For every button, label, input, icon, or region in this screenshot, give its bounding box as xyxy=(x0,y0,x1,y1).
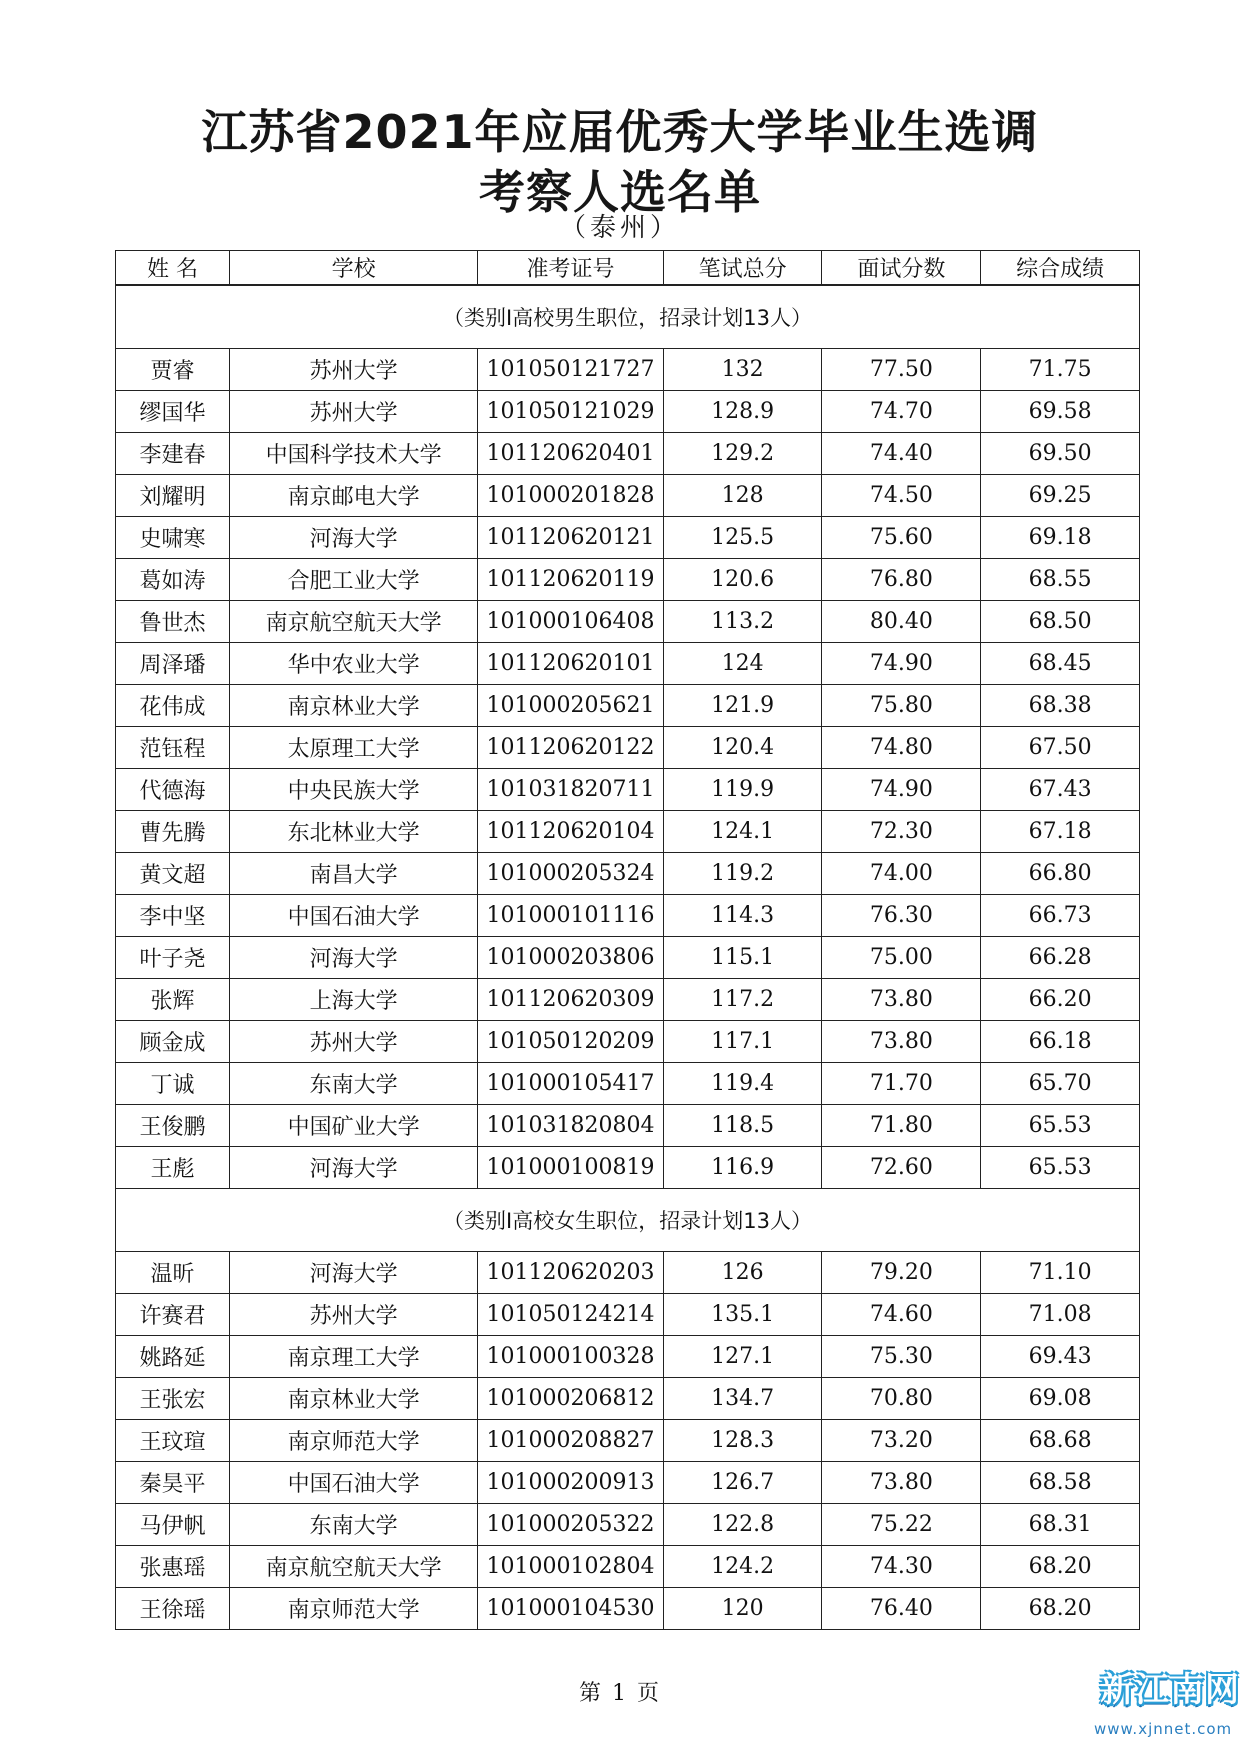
cell-written-score: 121.9 xyxy=(663,685,822,727)
cell-interview-score: 76.80 xyxy=(822,559,981,601)
cell-total-score: 71.10 xyxy=(981,1252,1140,1294)
cell-total-score: 67.50 xyxy=(981,727,1140,769)
cell-total-score: 68.50 xyxy=(981,601,1140,643)
table-row xyxy=(116,1294,1140,1336)
cell-school: 东北林业大学 xyxy=(230,811,478,853)
cell-interview-score: 76.30 xyxy=(822,895,981,937)
cell-school: 南京航空航天大学 xyxy=(230,1546,478,1588)
table-row xyxy=(116,643,1140,685)
cell-name: 花伟成 xyxy=(116,685,230,727)
header-name: 姓 名 xyxy=(116,251,230,286)
cell-exam-id: 101000106408 xyxy=(478,601,664,643)
cell-interview-score: 75.30 xyxy=(822,1336,981,1378)
cell-written-score: 119.4 xyxy=(663,1063,822,1105)
watermark-logo: 新江南网 xyxy=(1100,1670,1240,1710)
cell-written-score: 122.8 xyxy=(663,1504,822,1546)
cell-total-score: 68.31 xyxy=(981,1504,1140,1546)
cell-written-score: 128.9 xyxy=(663,391,822,433)
cell-school: 南京林业大学 xyxy=(230,1378,478,1420)
cell-school: 南京林业大学 xyxy=(230,685,478,727)
cell-interview-score: 73.80 xyxy=(822,1021,981,1063)
cell-interview-score: 71.80 xyxy=(822,1105,981,1147)
cell-exam-id: 101000102804 xyxy=(478,1546,664,1588)
cell-interview-score: 72.60 xyxy=(822,1147,981,1189)
cell-school: 苏州大学 xyxy=(230,391,478,433)
cell-total-score: 71.08 xyxy=(981,1294,1140,1336)
cell-interview-score: 74.50 xyxy=(822,475,981,517)
cell-exam-id: 101050124214 xyxy=(478,1294,664,1336)
cell-school: 南昌大学 xyxy=(230,853,478,895)
table-row xyxy=(116,1147,1140,1189)
cell-name: 黄文超 xyxy=(116,853,230,895)
cell-name: 鲁世杰 xyxy=(116,601,230,643)
cell-school: 南京师范大学 xyxy=(230,1588,478,1630)
cell-total-score: 69.43 xyxy=(981,1336,1140,1378)
cell-interview-score: 74.90 xyxy=(822,769,981,811)
cell-interview-score: 71.70 xyxy=(822,1063,981,1105)
cell-written-score: 120 xyxy=(663,1588,822,1630)
table-row xyxy=(116,937,1140,979)
cell-name: 缪国华 xyxy=(116,391,230,433)
cell-school: 合肥工业大学 xyxy=(230,559,478,601)
section-label: （类别I高校女生职位，招录计划13人） xyxy=(116,1189,1140,1252)
document-title-line2: 考察人选名单 xyxy=(479,165,761,219)
cell-interview-score: 74.80 xyxy=(822,727,981,769)
table-row xyxy=(116,811,1140,853)
cell-name: 叶子尧 xyxy=(116,937,230,979)
table-row xyxy=(116,1252,1140,1294)
cell-interview-score: 72.30 xyxy=(822,811,981,853)
cell-name: 王彪 xyxy=(116,1147,230,1189)
cell-name: 温昕 xyxy=(116,1252,230,1294)
cell-exam-id: 101120620104 xyxy=(478,811,664,853)
cell-school: 苏州大学 xyxy=(230,1021,478,1063)
cell-total-score: 67.18 xyxy=(981,811,1140,853)
cell-name: 李中坚 xyxy=(116,895,230,937)
cell-written-score: 129.2 xyxy=(663,433,822,475)
cell-total-score: 69.18 xyxy=(981,517,1140,559)
cell-interview-score: 76.40 xyxy=(822,1588,981,1630)
cell-name: 李建春 xyxy=(116,433,230,475)
cell-name: 张辉 xyxy=(116,979,230,1021)
cell-exam-id: 101050121029 xyxy=(478,391,664,433)
cell-total-score: 69.58 xyxy=(981,391,1140,433)
cell-exam-id: 101000206812 xyxy=(478,1378,664,1420)
cell-exam-id: 101120620401 xyxy=(478,433,664,475)
cell-written-score: 135.1 xyxy=(663,1294,822,1336)
page-number: 第 1 页 xyxy=(579,1681,661,1706)
table-header xyxy=(116,251,1140,286)
table-row xyxy=(116,1378,1140,1420)
cell-interview-score: 74.90 xyxy=(822,643,981,685)
cell-name: 姚路延 xyxy=(116,1336,230,1378)
cell-total-score: 65.53 xyxy=(981,1105,1140,1147)
cell-school: 东南大学 xyxy=(230,1504,478,1546)
cell-exam-id: 101120620203 xyxy=(478,1252,664,1294)
cell-written-score: 116.9 xyxy=(663,1147,822,1189)
cell-written-score: 127.1 xyxy=(663,1336,822,1378)
table-body xyxy=(116,285,1140,1630)
cell-total-score: 68.45 xyxy=(981,643,1140,685)
cell-exam-id: 101120620309 xyxy=(478,979,664,1021)
header-exam-id: 准考证号 xyxy=(478,251,664,286)
table-row xyxy=(116,979,1140,1021)
cell-exam-id: 101000200913 xyxy=(478,1462,664,1504)
cell-exam-id: 101031820804 xyxy=(478,1105,664,1147)
header-total-score: 综合成绩 xyxy=(981,251,1140,286)
cell-name: 范钰程 xyxy=(116,727,230,769)
table-row xyxy=(116,391,1140,433)
cell-name: 马伊帆 xyxy=(116,1504,230,1546)
cell-interview-score: 74.00 xyxy=(822,853,981,895)
header-written-score: 笔试总分 xyxy=(663,251,822,286)
cell-school: 苏州大学 xyxy=(230,1294,478,1336)
cell-total-score: 67.43 xyxy=(981,769,1140,811)
cell-exam-id: 101000104530 xyxy=(478,1588,664,1630)
cell-exam-id: 101120620119 xyxy=(478,559,664,601)
cell-total-score: 69.08 xyxy=(981,1378,1140,1420)
cell-school: 河海大学 xyxy=(230,1147,478,1189)
cell-exam-id: 101000201828 xyxy=(478,475,664,517)
cell-name: 秦昊平 xyxy=(116,1462,230,1504)
cell-school: 河海大学 xyxy=(230,1252,478,1294)
table-row xyxy=(116,517,1140,559)
cell-exam-id: 101000101116 xyxy=(478,895,664,937)
cell-written-score: 125.5 xyxy=(663,517,822,559)
table-row xyxy=(116,433,1140,475)
cell-school: 南京航空航天大学 xyxy=(230,601,478,643)
cell-name: 代德海 xyxy=(116,769,230,811)
cell-exam-id: 101120620122 xyxy=(478,727,664,769)
cell-interview-score: 77.50 xyxy=(822,349,981,391)
cell-written-score: 117.2 xyxy=(663,979,822,1021)
table-row xyxy=(116,1504,1140,1546)
cell-name: 王俊鹏 xyxy=(116,1105,230,1147)
cell-name: 刘耀明 xyxy=(116,475,230,517)
table-row xyxy=(116,1462,1140,1504)
cell-exam-id: 101031820711 xyxy=(478,769,664,811)
cell-school: 太原理工大学 xyxy=(230,727,478,769)
table-row xyxy=(116,685,1140,727)
table-row xyxy=(116,559,1140,601)
table-row xyxy=(116,769,1140,811)
cell-total-score: 65.70 xyxy=(981,1063,1140,1105)
cell-written-score: 115.1 xyxy=(663,937,822,979)
cell-school: 河海大学 xyxy=(230,937,478,979)
candidate-table xyxy=(115,250,1140,1630)
cell-name: 王张宏 xyxy=(116,1378,230,1420)
cell-written-score: 113.2 xyxy=(663,601,822,643)
cell-written-score: 126.7 xyxy=(663,1462,822,1504)
table-row xyxy=(116,349,1140,391)
cell-written-score: 119.2 xyxy=(663,853,822,895)
cell-total-score: 68.20 xyxy=(981,1546,1140,1588)
table-row xyxy=(116,475,1140,517)
cell-name: 丁诚 xyxy=(116,1063,230,1105)
table-row xyxy=(116,1105,1140,1147)
cell-written-score: 120.6 xyxy=(663,559,822,601)
cell-name: 王徐瑶 xyxy=(116,1588,230,1630)
table-row xyxy=(116,1063,1140,1105)
cell-total-score: 66.80 xyxy=(981,853,1140,895)
cell-school: 上海大学 xyxy=(230,979,478,1021)
cell-total-score: 66.20 xyxy=(981,979,1140,1021)
cell-exam-id: 101000203806 xyxy=(478,937,664,979)
header-interview-score: 面试分数 xyxy=(822,251,981,286)
cell-name: 史啸寒 xyxy=(116,517,230,559)
cell-school: 中国矿业大学 xyxy=(230,1105,478,1147)
cell-interview-score: 74.40 xyxy=(822,433,981,475)
cell-name: 王玟瑄 xyxy=(116,1420,230,1462)
cell-school: 河海大学 xyxy=(230,517,478,559)
cell-written-score: 117.1 xyxy=(663,1021,822,1063)
cell-name: 周泽璠 xyxy=(116,643,230,685)
cell-interview-score: 75.22 xyxy=(822,1504,981,1546)
section-header-row xyxy=(116,285,1140,349)
cell-interview-score: 79.20 xyxy=(822,1252,981,1294)
section-header-row xyxy=(116,1189,1140,1252)
cell-total-score: 66.28 xyxy=(981,937,1140,979)
cell-total-score: 68.38 xyxy=(981,685,1140,727)
cell-name: 曹先腾 xyxy=(116,811,230,853)
cell-exam-id: 101000105417 xyxy=(478,1063,664,1105)
cell-exam-id: 101000100819 xyxy=(478,1147,664,1189)
cell-written-score: 124.2 xyxy=(663,1546,822,1588)
cell-interview-score: 73.20 xyxy=(822,1420,981,1462)
cell-exam-id: 101050120209 xyxy=(478,1021,664,1063)
cell-written-score: 120.4 xyxy=(663,727,822,769)
cell-school: 东南大学 xyxy=(230,1063,478,1105)
cell-school: 华中农业大学 xyxy=(230,643,478,685)
cell-name: 许赛君 xyxy=(116,1294,230,1336)
cell-school: 中国科学技术大学 xyxy=(230,433,478,475)
table-row xyxy=(116,853,1140,895)
cell-exam-id: 101050121727 xyxy=(478,349,664,391)
table-row xyxy=(116,1336,1140,1378)
cell-interview-score: 74.70 xyxy=(822,391,981,433)
table-row xyxy=(116,1021,1140,1063)
section-label: （类别I高校男生职位，招录计划13人） xyxy=(116,285,1140,349)
cell-name: 葛如涛 xyxy=(116,559,230,601)
cell-total-score: 69.50 xyxy=(981,433,1140,475)
cell-exam-id: 101000205324 xyxy=(478,853,664,895)
cell-written-score: 128 xyxy=(663,475,822,517)
cell-exam-id: 101000208827 xyxy=(478,1420,664,1462)
cell-school: 南京理工大学 xyxy=(230,1336,478,1378)
cell-exam-id: 101000205322 xyxy=(478,1504,664,1546)
document-subtitle: （泰州） xyxy=(559,213,680,243)
cell-school: 南京师范大学 xyxy=(230,1420,478,1462)
cell-interview-score: 73.80 xyxy=(822,1462,981,1504)
cell-total-score: 69.25 xyxy=(981,475,1140,517)
cell-written-score: 118.5 xyxy=(663,1105,822,1147)
cell-total-score: 68.55 xyxy=(981,559,1140,601)
cell-total-score: 66.18 xyxy=(981,1021,1140,1063)
cell-interview-score: 75.60 xyxy=(822,517,981,559)
table-row xyxy=(116,895,1140,937)
table-row xyxy=(116,727,1140,769)
cell-name: 张惠瑶 xyxy=(116,1546,230,1588)
cell-interview-score: 75.80 xyxy=(822,685,981,727)
cell-interview-score: 70.80 xyxy=(822,1378,981,1420)
table-row xyxy=(116,601,1140,643)
cell-written-score: 132 xyxy=(663,349,822,391)
cell-written-score: 114.3 xyxy=(663,895,822,937)
cell-total-score: 66.73 xyxy=(981,895,1140,937)
cell-total-score: 68.68 xyxy=(981,1420,1140,1462)
cell-interview-score: 75.00 xyxy=(822,937,981,979)
cell-name: 顾金成 xyxy=(116,1021,230,1063)
cell-school: 中国石油大学 xyxy=(230,895,478,937)
cell-school: 南京邮电大学 xyxy=(230,475,478,517)
cell-written-score: 119.9 xyxy=(663,769,822,811)
cell-interview-score: 74.60 xyxy=(822,1294,981,1336)
table-row xyxy=(116,1420,1140,1462)
watermark-url: www.xjnnet.com xyxy=(1094,1720,1233,1738)
cell-total-score: 68.58 xyxy=(981,1462,1140,1504)
cell-school: 苏州大学 xyxy=(230,349,478,391)
cell-written-score: 128.3 xyxy=(663,1420,822,1462)
header-school: 学校 xyxy=(230,251,478,286)
cell-school: 中国石油大学 xyxy=(230,1462,478,1504)
document-title: 江苏省2021年应届优秀大学毕业生选调 xyxy=(201,105,1039,159)
site-watermark xyxy=(1090,1658,1240,1748)
cell-exam-id: 101120620101 xyxy=(478,643,664,685)
cell-written-score: 124.1 xyxy=(663,811,822,853)
cell-total-score: 71.75 xyxy=(981,349,1140,391)
table-row xyxy=(116,1588,1140,1630)
cell-interview-score: 80.40 xyxy=(822,601,981,643)
cell-written-score: 126 xyxy=(663,1252,822,1294)
cell-exam-id: 101120620121 xyxy=(478,517,664,559)
cell-written-score: 124 xyxy=(663,643,822,685)
cell-school: 中央民族大学 xyxy=(230,769,478,811)
cell-interview-score: 73.80 xyxy=(822,979,981,1021)
cell-total-score: 65.53 xyxy=(981,1147,1140,1189)
cell-exam-id: 101000100328 xyxy=(478,1336,664,1378)
cell-total-score: 68.20 xyxy=(981,1588,1140,1630)
cell-name: 贾睿 xyxy=(116,349,230,391)
cell-interview-score: 74.30 xyxy=(822,1546,981,1588)
cell-written-score: 134.7 xyxy=(663,1378,822,1420)
cell-exam-id: 101000205621 xyxy=(478,685,664,727)
table-row xyxy=(116,1546,1140,1588)
